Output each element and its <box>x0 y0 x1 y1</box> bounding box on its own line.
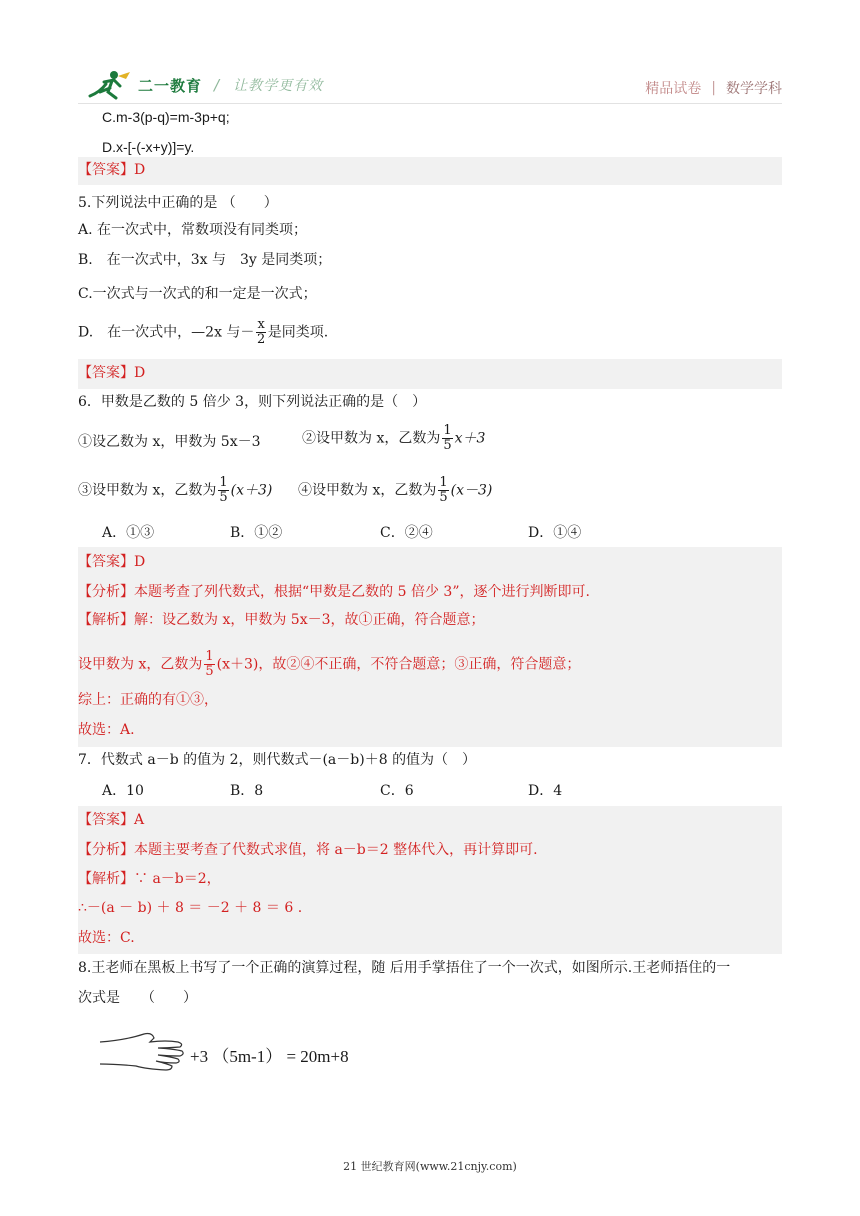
q7-solution-1: 【解析】∵ a－b＝2， <box>78 871 221 887</box>
q7-option-d: D．4 <box>528 783 563 799</box>
header-rule <box>78 103 782 104</box>
q7-analysis: 【分析】本题主要考查了代数式求值，将 a－b＝2 整体代入，再计算即可. <box>78 842 538 858</box>
q7-option-b: B．8 <box>230 783 264 799</box>
q6-solution-4: 故选：A. <box>78 722 135 738</box>
q6-stem: 6．甲数是乙数的 5 倍少 3，则下列说法正确的是（ ） <box>78 394 427 410</box>
runner-logo-icon <box>86 70 134 100</box>
slash-divider: / <box>214 76 220 94</box>
q4-answer-box <box>78 157 782 185</box>
q7-option-a: A．10 <box>102 783 144 799</box>
header-tag: 精品试卷 <box>645 81 702 97</box>
q6-solution-1: 【解析】解：设乙数为 x，甲数为 5x－3，故①正确，符合题意； <box>78 612 485 628</box>
q6-answer: 【答案】D <box>78 554 146 570</box>
q6-solution-3: 综上：正确的有①③， <box>78 692 218 708</box>
q5-option-b: B. 在一次式中，3x 与 3y 是同类项； <box>78 252 332 268</box>
q5-option-a: A. 在一次式中，常数项没有同类项； <box>78 222 308 238</box>
q5-answer: 【答案】D <box>78 365 146 381</box>
q6-solution-2: 设甲数为 x，乙数为 $\frac{1}{5}$ (x＋3)，故②④不正确，不符合题意；③正确，符合题意； <box>78 649 581 679</box>
q7-solution-3: 故选：C. <box>78 930 135 946</box>
q4-option-c: C.m-3(p-q)=m-3p+q; <box>102 109 230 125</box>
q8-figure-equation: +3 （5m-1） = 20m+8 <box>190 1047 349 1066</box>
q4-option-d: D.x-[-(-x+y)]=y. <box>102 139 195 155</box>
q6-option-a: A．①③ <box>102 525 155 541</box>
q7-option-c: C．6 <box>380 783 414 799</box>
q5-option-c: C.一次式与一次式的和一定是一次式； <box>78 286 317 302</box>
header-separator: | <box>711 80 716 96</box>
hand-icon <box>96 1028 186 1074</box>
q6-solution-box <box>78 547 782 747</box>
brand-header <box>86 68 323 102</box>
q5-option-d: D. 在一次式中，—2x 与－ $\frac{x}{2}$ 是同类项. <box>78 317 329 347</box>
q6-option-d: D．①④ <box>528 525 582 541</box>
q7-solution-2: ∴－(a － b) ＋ 8 ＝ －2 ＋ 8 ＝ 6 . <box>78 900 303 916</box>
brand-slogan: 让教学更有效 <box>233 78 324 94</box>
q6-statement-4: ④设甲数为 x，乙数为 $\frac{1}{5}$ (x－3) <box>298 475 493 505</box>
q4-answer: 【答案】D <box>78 162 146 178</box>
q7-stem: 7．代数式 a－b 的值为 2，则代数式－(a－b)＋8 的值为（ ） <box>78 752 477 768</box>
q6-option-c: C．②④ <box>380 525 433 541</box>
q8-stem-line-2: 次式是 （ ） <box>78 990 197 1006</box>
q6-option-b: B．①② <box>230 525 283 541</box>
q5-stem: 5.下列说法中正确的是 （ ） <box>78 195 278 211</box>
q6-statement-3: ③设甲数为 x，乙数为 $\frac{1}{5}$ (x＋3) <box>78 475 273 505</box>
q5-answer-box <box>78 359 782 389</box>
header-right <box>645 78 782 98</box>
q8-stem-line-1: 8.王老师在黑板上书写了一个正确的演算过程，随 后用手掌捂住了一个一次式，如图所示.王老师捂住的一 <box>78 960 731 976</box>
q7-answer: 【答案】A <box>78 812 145 828</box>
q6-analysis: 【分析】本题考查了列代数式，根据“甲数是乙数的 5 倍少 3”，逐个进行判断即可. <box>78 584 590 600</box>
q6-statement-2: ②设甲数为 x，乙数为 $\frac{1}{5}$ x＋3 <box>302 423 486 453</box>
brand-name: 二一教育 <box>138 76 203 95</box>
header-subject: 数学学科 <box>726 81 782 97</box>
q6-statement-1: ①设乙数为 x，甲数为 5x－3 <box>78 434 261 450</box>
page-footer: 21 世纪教育网(www.21cnjy.com) <box>343 1160 517 1173</box>
